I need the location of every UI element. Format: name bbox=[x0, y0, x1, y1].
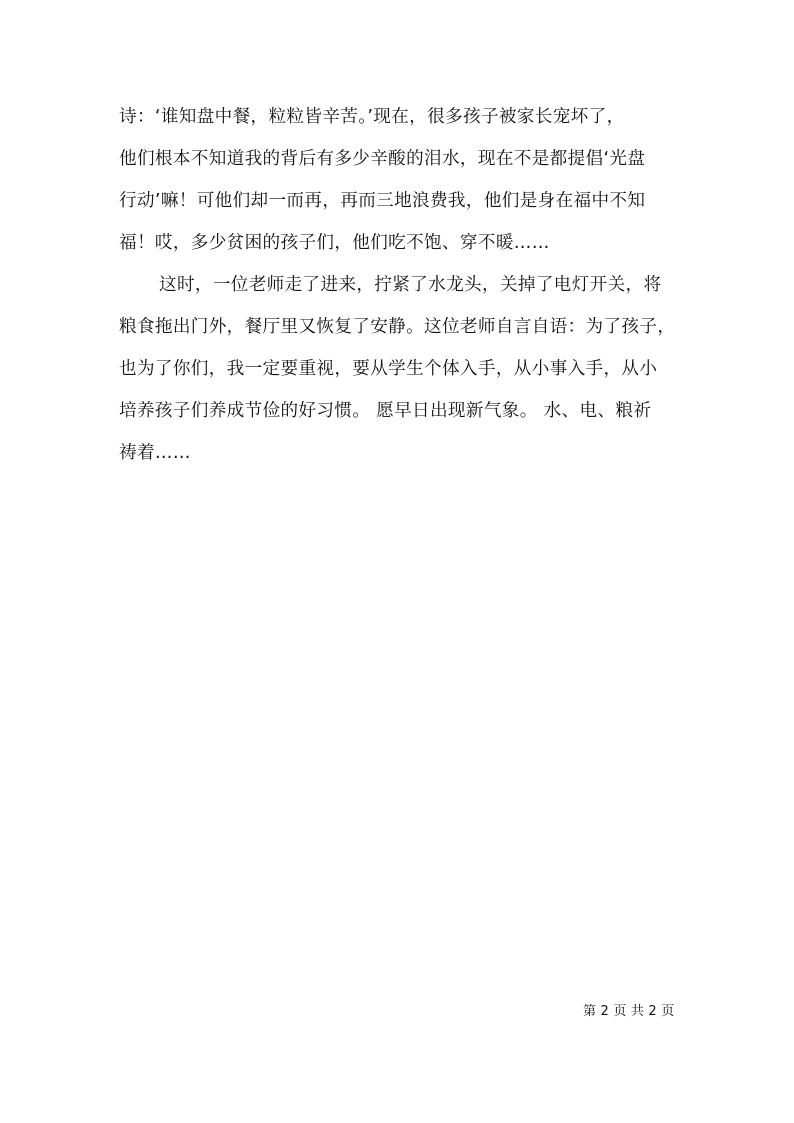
paragraph-2-line-2: 粮食拖出门外，餐厅里又恢复了安静。这位老师自言自语：为了孩子， bbox=[119, 317, 676, 337]
paragraph-1-line-4: 福！哎，多少贫困的孩子们，他们吃不饱、穿不暖…… bbox=[119, 233, 550, 253]
paragraph-2-line-4: 培养孩子们养成节俭的好习惯。 愿早日出现新气象。 水、电、粮祈 bbox=[119, 401, 652, 421]
paragraph-1-line-2: 他们根本不知道我的背后有多少辛酸的泪水，现在不是都提倡‘光盘 bbox=[119, 149, 646, 169]
paragraph-2-line-5: 祷着…… bbox=[119, 443, 191, 463]
page-number-footer: 第 2 页 共 2 页 bbox=[583, 1004, 675, 1019]
paragraph-1-line-3: 行动’嘛！可他们却一而再，再而三地浪费我，他们是身在福中不知 bbox=[119, 191, 646, 211]
paragraph-2-line-1: 这时，一位老师走了进来，拧紧了水龙头，关掉了电灯开关，将 bbox=[159, 275, 662, 295]
paragraph-2-line-3: 也为了你们，我一定要重视，要从学生个体入手，从小事入手，从小 bbox=[119, 359, 658, 379]
paragraph-1-line-1: 诗：‘谁知盘中餐，粒粒皆辛苦。’现在，很多孩子被家长宠坏了， bbox=[119, 107, 625, 127]
